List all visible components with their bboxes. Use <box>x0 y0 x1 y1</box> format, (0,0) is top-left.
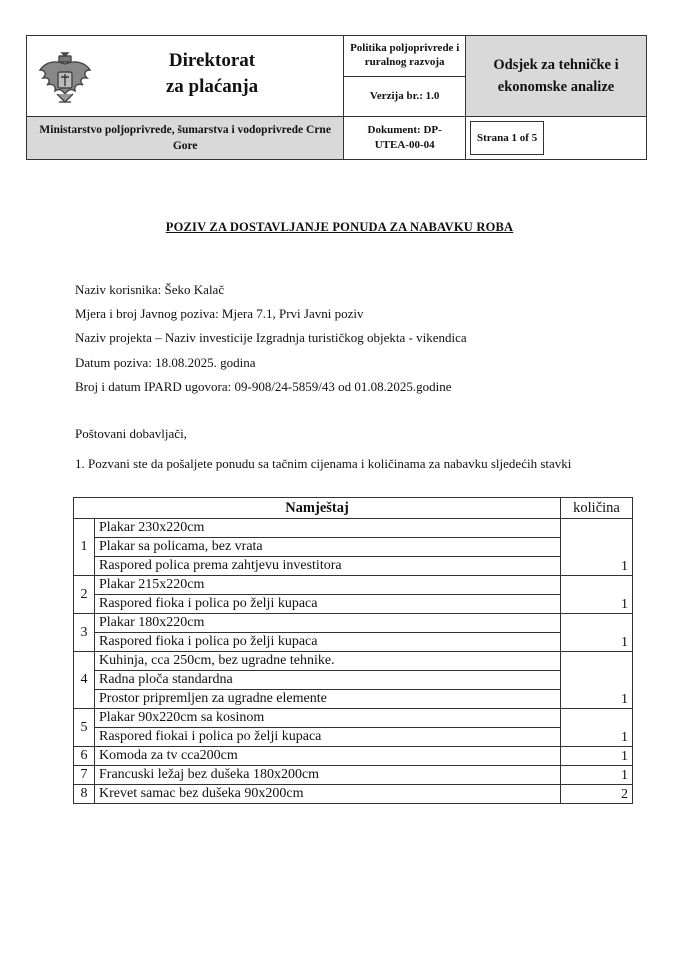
row-description <box>95 652 561 709</box>
description-line: Plakar sa policama, bez vrata <box>95 538 560 557</box>
page-number-cell <box>466 117 647 160</box>
org-title-line2: za plaćanja <box>165 76 259 97</box>
instruction-item-1: 1. Pozvani ste da pošaljete ponudu sa tačnim cijenama i količinama za nabavku sljedećih stavki <box>75 456 572 471</box>
header-org-cell <box>27 36 344 117</box>
items-table-header <box>74 498 633 519</box>
table-row <box>74 614 633 652</box>
table-row <box>74 652 633 709</box>
row-description <box>95 576 561 614</box>
page-number: Strana 1 of 5 <box>470 121 544 155</box>
document-code-text: Dokument: DP-UTEA-00-04 <box>367 124 442 151</box>
row-quantity: 2 <box>561 785 633 804</box>
description-line: Plakar 230x220cm <box>95 519 560 538</box>
items-table <box>73 497 633 804</box>
row-number: 5 <box>74 709 95 747</box>
policy-name: Politika poljoprivrede i ruralnog razvoja <box>344 37 465 77</box>
version-number: Verzija br.: 1.0 <box>369 90 440 102</box>
org-title-line1: Direktorat <box>168 50 256 71</box>
row-description <box>95 614 561 652</box>
row-quantity: 1 <box>561 614 633 652</box>
table-row <box>74 709 633 747</box>
table-row <box>74 576 633 614</box>
header-kolicina: količina <box>561 498 633 519</box>
row-description <box>95 785 561 804</box>
row-description <box>95 747 561 766</box>
row-number: 7 <box>74 766 95 785</box>
field-datum: Datum poziva: 18.08.2025. godina <box>75 355 256 370</box>
field-korisnik: Naziv korisnika: Šeko Kalač <box>75 282 225 297</box>
description-line: Kuhinja, cca 250cm, bez ugradne tehnike. <box>95 652 560 671</box>
field-mjera: Mjera i broj Javnog poziva: Mjera 7.1, Prvi Javni poziv <box>75 306 364 321</box>
description-line: Komoda za tv cca200cm <box>99 748 238 763</box>
description-line: Plakar 215x220cm <box>95 576 560 595</box>
table-row <box>74 785 633 804</box>
department-name <box>466 36 647 117</box>
org-title <box>137 48 287 100</box>
ministry-name <box>27 117 344 160</box>
table-row <box>74 519 633 576</box>
table-row <box>74 766 633 785</box>
description-line: Prostor pripremljen za ugradne elemente <box>99 691 327 706</box>
coat-of-arms-icon <box>37 50 93 108</box>
row-quantity: 1 <box>561 519 633 576</box>
ministry-text: Ministarstvo poljoprivrede, šumarstva i vodoprivrede Crne Gore <box>39 124 331 152</box>
document-header <box>26 35 647 160</box>
greeting: Poštovani dobavljači, <box>75 426 187 441</box>
document-code <box>344 117 466 160</box>
description-line: Krevet samac bez dušeka 90x200cm <box>99 786 304 801</box>
description-line: Plakar 180x220cm <box>95 614 560 633</box>
items-table-body <box>74 519 633 804</box>
row-number: 6 <box>74 747 95 766</box>
description-line: Radna ploča standardna <box>95 671 560 690</box>
document-title <box>0 218 679 236</box>
row-description <box>95 709 561 747</box>
row-quantity: 1 <box>561 652 633 709</box>
description-line: Francuski ležaj bez dušeka 180x200cm <box>99 767 320 782</box>
row-number: 1 <box>74 519 95 576</box>
row-description <box>95 766 561 785</box>
table-row <box>74 747 633 766</box>
description-line: Raspored fioka i polica po želji kupaca <box>99 634 318 649</box>
description-line: Raspored fioka i polica po želji kupaca <box>99 596 318 611</box>
row-description <box>95 519 561 576</box>
policy-cell <box>344 36 466 117</box>
description-line: Raspored fiokai i polica po želji kupaca <box>99 729 322 744</box>
field-ugovor: Broj i datum IPARD ugovora: 09-908/24-5859/43 od 01.08.2025.godine <box>75 379 452 394</box>
field-projekat: Naziv projekta – Naziv investicije Izgradnja turističkog objekta - vikendica <box>75 330 467 345</box>
department-text: Odsjek za tehničke i ekonomske analize <box>493 57 619 95</box>
row-number: 3 <box>74 614 95 652</box>
row-number: 4 <box>74 652 95 709</box>
description-line: Raspored polica prema zahtjevu investitora <box>99 558 342 573</box>
row-quantity: 1 <box>561 766 633 785</box>
row-quantity: 1 <box>561 747 633 766</box>
header-namjestaj: Namještaj <box>74 498 561 519</box>
row-quantity: 1 <box>561 709 633 747</box>
row-quantity: 1 <box>561 576 633 614</box>
row-number: 2 <box>74 576 95 614</box>
description-line: Plakar 90x220cm sa kosinom <box>95 709 560 728</box>
document-title-text: POZIV ZA DOSTAVLJANJE PONUDA ZA NABAVKU ROBA <box>165 220 514 234</box>
row-number: 8 <box>74 785 95 804</box>
